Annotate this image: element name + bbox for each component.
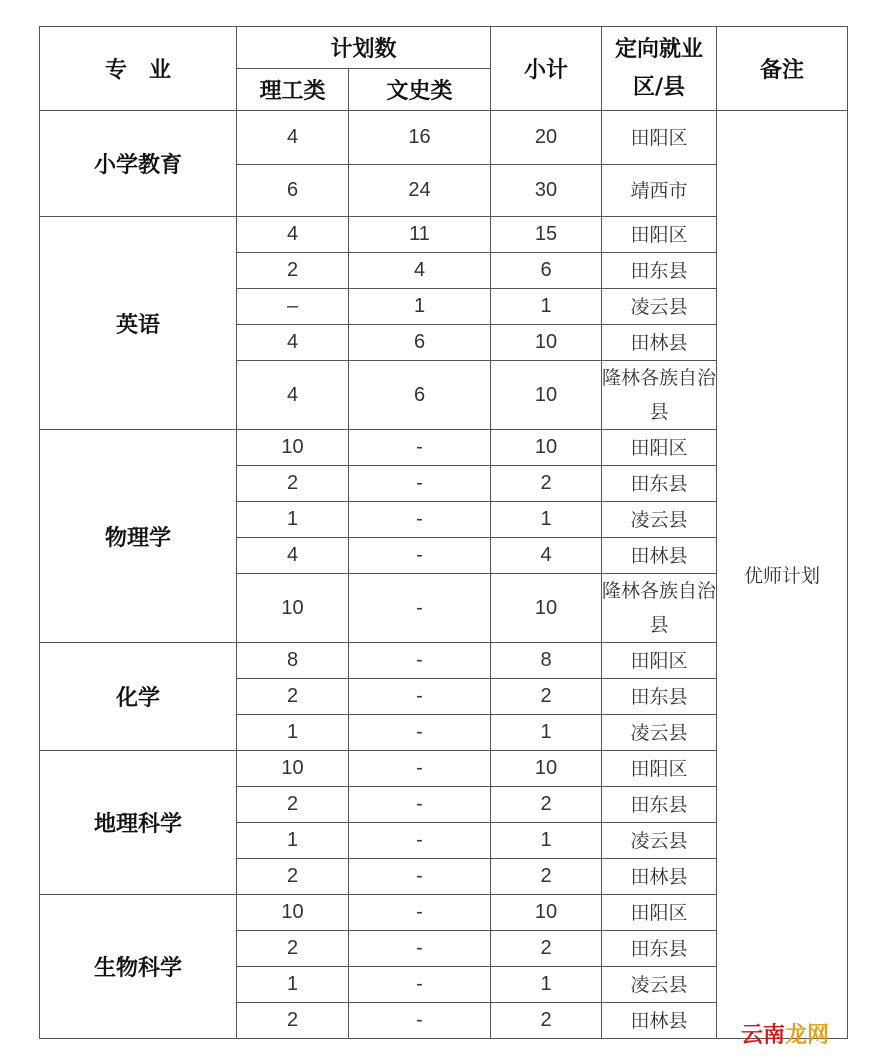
subtotal-cell: 1 [491,823,602,859]
header-major: 专 业 [40,27,237,111]
liberal-arts-cell: - [349,967,491,1003]
science-cell: 4 [237,217,349,253]
district-cell: 凌云县 [602,823,717,859]
table-header [40,27,848,111]
major-cell: 英语 [40,217,237,430]
liberal-arts-cell: 6 [349,361,491,430]
subtotal-cell: 8 [491,643,602,679]
table-body [40,111,848,1039]
liberal-arts-cell: - [349,751,491,787]
header-subtotal: 小计 [491,27,602,111]
liberal-arts-cell: 24 [349,165,491,217]
header-liberal-arts: 文史类 [349,69,491,111]
liberal-arts-cell: 6 [349,325,491,361]
major-cell: 生物科学 [40,895,237,1039]
district-cell: 田林县 [602,538,717,574]
major-cell: 物理学 [40,430,237,643]
science-cell: – [237,289,349,325]
plan-table [39,26,848,1039]
subtotal-cell: 10 [491,361,602,430]
liberal-arts-cell: 16 [349,111,491,165]
subtotal-cell: 4 [491,538,602,574]
science-cell: 8 [237,643,349,679]
district-cell: 田东县 [602,931,717,967]
science-cell: 4 [237,361,349,430]
district-cell: 田阳区 [602,895,717,931]
science-cell: 10 [237,574,349,643]
liberal-arts-cell: - [349,502,491,538]
district-cell: 凌云县 [602,967,717,1003]
note-cell: 优师计划 [717,111,848,1039]
subtotal-cell: 10 [491,895,602,931]
liberal-arts-cell: - [349,643,491,679]
science-cell: 1 [237,823,349,859]
table-row [40,111,848,165]
science-cell: 2 [237,859,349,895]
liberal-arts-cell: 1 [349,289,491,325]
subtotal-cell: 1 [491,967,602,1003]
science-cell: 2 [237,1003,349,1039]
subtotal-cell: 10 [491,430,602,466]
district-cell: 田林县 [602,1003,717,1039]
major-cell: 地理科学 [40,751,237,895]
science-cell: 1 [237,967,349,1003]
header-note: 备注 [717,27,848,111]
district-cell: 田阳区 [602,643,717,679]
district-cell: 隆林各族自治县 [602,574,717,643]
science-cell: 10 [237,430,349,466]
liberal-arts-cell: - [349,715,491,751]
science-cell: 2 [237,931,349,967]
science-cell: 2 [237,466,349,502]
district-cell: 田林县 [602,325,717,361]
science-cell: 2 [237,679,349,715]
district-cell: 田东县 [602,466,717,502]
science-cell: 10 [237,751,349,787]
district-cell: 田东县 [602,679,717,715]
district-cell: 凌云县 [602,289,717,325]
science-cell: 1 [237,715,349,751]
liberal-arts-cell: 4 [349,253,491,289]
subtotal-cell: 10 [491,751,602,787]
watermark-logo [741,1018,829,1049]
liberal-arts-cell: - [349,931,491,967]
watermark-part1: 云南 [741,1023,786,1048]
subtotal-cell: 1 [491,289,602,325]
liberal-arts-cell: - [349,466,491,502]
header-science: 理工类 [237,69,349,111]
subtotal-cell: 2 [491,1003,602,1039]
liberal-arts-cell: - [349,574,491,643]
district-cell: 凌云县 [602,502,717,538]
district-cell: 田阳区 [602,430,717,466]
liberal-arts-cell: - [349,1003,491,1039]
header-plan-count: 计划数 [237,27,491,69]
subtotal-cell: 2 [491,787,602,823]
liberal-arts-cell: - [349,787,491,823]
subtotal-cell: 2 [491,931,602,967]
header-district: 定向就业区/县 [602,27,717,111]
science-cell: 10 [237,895,349,931]
major-cell: 小学教育 [40,111,237,217]
science-cell: 1 [237,502,349,538]
subtotal-cell: 10 [491,574,602,643]
subtotal-cell: 30 [491,165,602,217]
subtotal-cell: 20 [491,111,602,165]
district-cell: 田阳区 [602,111,717,165]
district-cell: 靖西市 [602,165,717,217]
subtotal-cell: 2 [491,679,602,715]
district-cell: 田阳区 [602,751,717,787]
science-cell: 2 [237,253,349,289]
subtotal-cell: 1 [491,502,602,538]
science-cell: 2 [237,787,349,823]
subtotal-cell: 2 [491,859,602,895]
district-cell: 田东县 [602,787,717,823]
liberal-arts-cell: - [349,430,491,466]
district-cell: 田东县 [602,253,717,289]
science-cell: 4 [237,325,349,361]
liberal-arts-cell: - [349,895,491,931]
liberal-arts-cell: - [349,823,491,859]
science-cell: 4 [237,111,349,165]
science-cell: 6 [237,165,349,217]
subtotal-cell: 6 [491,253,602,289]
subtotal-cell: 1 [491,715,602,751]
subtotal-cell: 2 [491,466,602,502]
liberal-arts-cell: - [349,538,491,574]
district-cell: 田阳区 [602,217,717,253]
subtotal-cell: 10 [491,325,602,361]
district-cell: 凌云县 [602,715,717,751]
liberal-arts-cell: - [349,679,491,715]
major-cell: 化学 [40,643,237,751]
subtotal-cell: 15 [491,217,602,253]
watermark-part2: 龙网 [785,1023,830,1048]
liberal-arts-cell: - [349,859,491,895]
science-cell: 4 [237,538,349,574]
district-cell: 隆林各族自治县 [602,361,717,430]
liberal-arts-cell: 11 [349,217,491,253]
district-cell: 田林县 [602,859,717,895]
